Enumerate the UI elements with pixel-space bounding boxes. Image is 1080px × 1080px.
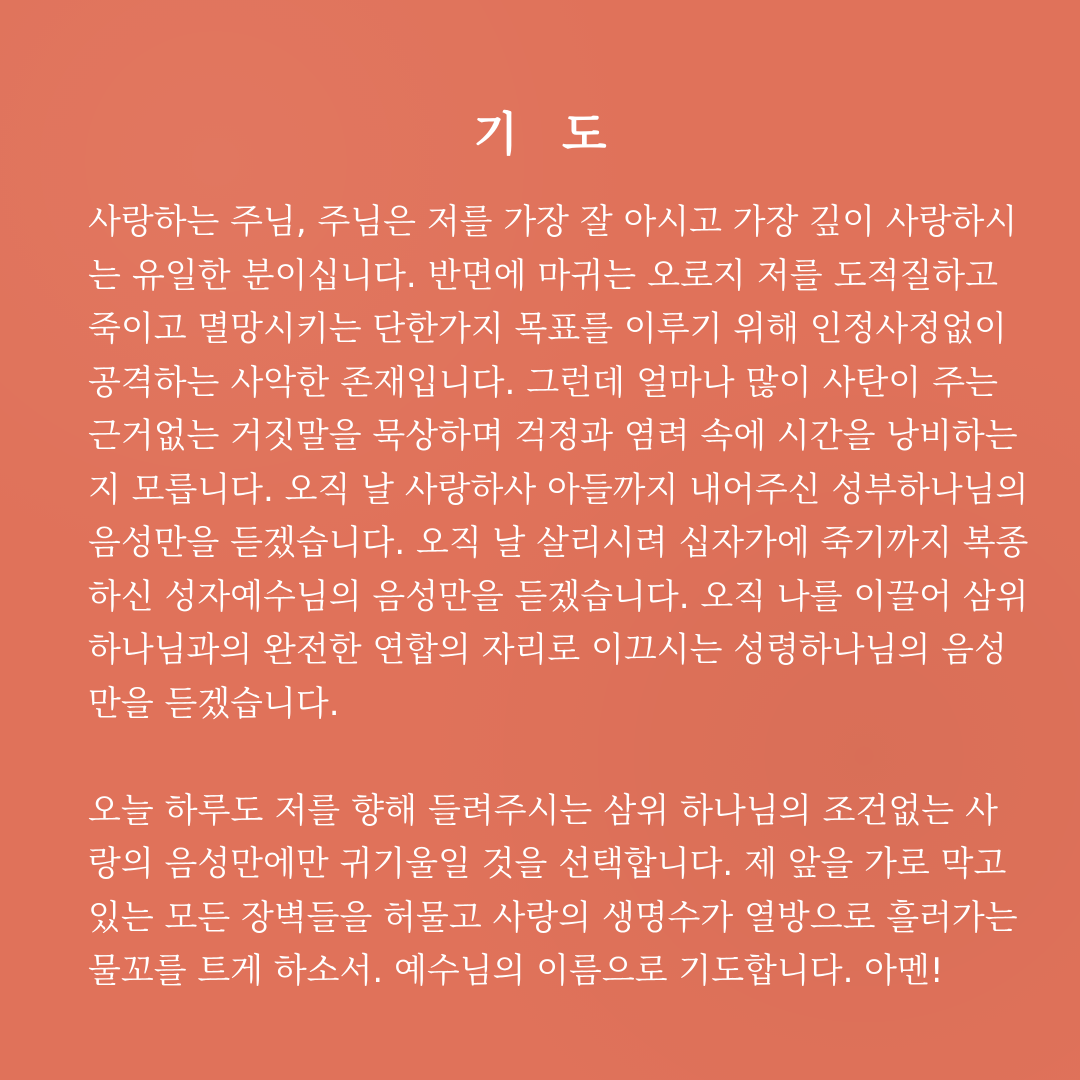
text-line: 하신 성자예수님의 음성만을 듣겠습니다. 오직 나를 이끌어 삼위 <box>88 576 1029 617</box>
text-line: 만을 듣겠습니다. <box>88 683 340 724</box>
prayer-body <box>88 196 1029 999</box>
text-line: 음성만을 듣겠습니다. 오직 날 살리시려 십자가에 죽기까지 복종 <box>88 523 1029 563</box>
text-line: 오늘 하루도 저를 향해 들려주시는 삼위 하나님의 조건없는 사 <box>88 790 998 831</box>
text-line: 하나님과의 완전한 연합의 자리로 이끄시는 성령하나님의 음성 <box>88 630 1007 670</box>
text-line: 사랑하는 주님, 주님은 저를 가장 잘 아시고 가장 깊이 사랑하시 <box>88 202 1018 242</box>
page-title: 기 도 <box>473 107 621 161</box>
paragraph-gap <box>88 731 998 785</box>
text-line: 공격하는 사악한 존재입니다. 그런데 얼마나 많이 사탄이 주는 <box>88 362 998 403</box>
text-line: 있는 모든 장벽들을 허물고 사랑의 생명수가 열방으로 흘러가는 <box>88 897 1018 938</box>
paragraph-1 <box>88 196 1029 731</box>
paragraph-2 <box>88 785 1018 999</box>
text-line: 는 유일한 분이십니다. 반면에 마귀는 오로지 저를 도적질하고 <box>88 255 998 296</box>
text-line: 근거없는 거짓말을 묵상하며 걱정과 염려 속에 시간을 낭비하는 <box>88 416 1018 456</box>
text-line: 물꼬를 트게 하소서. 예수님의 이름으로 기도합니다. 아멘! <box>88 951 944 991</box>
text-line: 지 모릅니다. 오직 날 사랑하사 아들까지 내어주신 성부하나님의 <box>88 469 1029 510</box>
text-line: 랑의 음성만에만 귀기울일 것을 선택합니다. 제 앞을 가로 막고 <box>88 844 1007 884</box>
text-line: 죽이고 멸망시키는 단한가지 목표를 이루기 위해 인정사정없이 <box>88 309 1007 349</box>
